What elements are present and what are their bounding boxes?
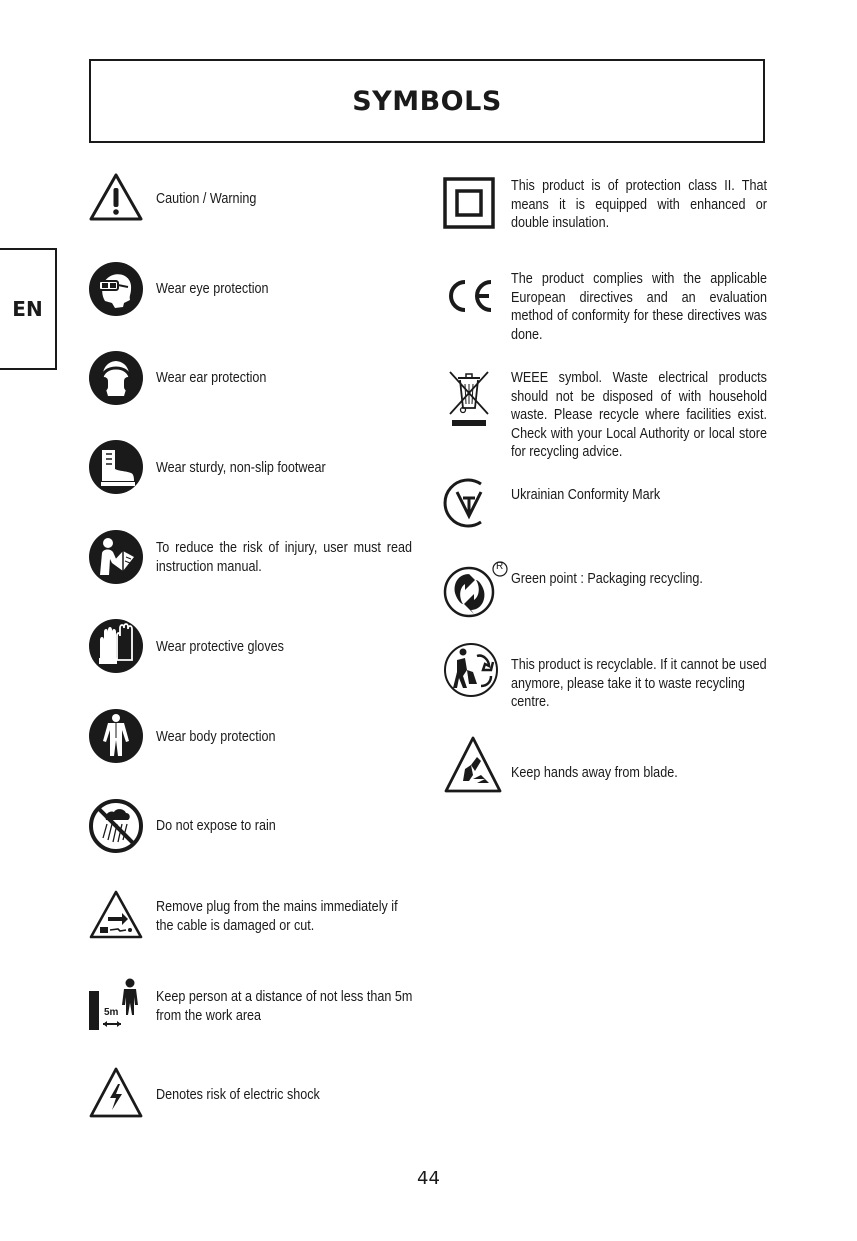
symbol-text: Do not expose to rain bbox=[156, 817, 276, 834]
weee-icon bbox=[446, 368, 492, 430]
symbol-text: This product is recyclable. If it cannot be used anymore, please take it to waste recycling centre. bbox=[511, 656, 767, 710]
symbol-text: The product complies with the applicable European directives and an evaluation method of conformity for these directives was done. bbox=[511, 270, 767, 343]
recyclable-icon bbox=[443, 642, 499, 698]
gloves-icon bbox=[88, 618, 144, 674]
electric-shock-icon bbox=[88, 1066, 144, 1120]
symbol-text: Keep hands away from blade. bbox=[511, 764, 678, 781]
symbol-text: Denotes risk of electric shock bbox=[156, 1086, 320, 1103]
distance-label: 5m bbox=[104, 1007, 119, 1018]
no-rain-icon bbox=[88, 798, 144, 854]
title-box bbox=[89, 59, 765, 143]
green-point-icon bbox=[443, 560, 513, 618]
caution-warning-icon bbox=[88, 172, 144, 222]
symbol-text: Green point : Packaging recycling. bbox=[511, 570, 703, 587]
symbol-text: WEEE symbol. Waste electrical products should not be disposed of with household waste. Please recycle where facilities exist. Check with your Local Authority or local store for recycling advice. bbox=[511, 369, 767, 460]
symbol-text: Keep person at a distance of not less than 5m from the work area bbox=[156, 988, 413, 1024]
symbol-text: Wear protective gloves bbox=[156, 638, 284, 655]
symbol-text: Remove plug from the mains immediately if the cable is damaged or cut. bbox=[156, 898, 398, 934]
ce-mark-icon bbox=[443, 278, 495, 314]
keep-distance-icon bbox=[88, 977, 144, 1033]
class-ii-icon bbox=[443, 177, 495, 229]
footwear-icon bbox=[88, 439, 144, 495]
read-manual-icon bbox=[88, 529, 144, 585]
page-title: SYMBOLS bbox=[352, 85, 502, 117]
symbol-text: Wear eye protection bbox=[156, 280, 269, 297]
symbol-text: This product is of protection class II. That means it is equipped with enhanced or double insulation. bbox=[511, 177, 767, 231]
symbol-text: Wear sturdy, non-slip footwear bbox=[156, 459, 326, 476]
eye-protection-icon bbox=[88, 261, 144, 317]
body-protection-icon bbox=[88, 708, 144, 764]
remove-plug-icon bbox=[88, 889, 144, 941]
symbol-text: Ukrainian Conformity Mark bbox=[511, 486, 661, 503]
ukrainian-mark-icon bbox=[443, 476, 495, 530]
symbol-text: Wear ear protection bbox=[156, 369, 267, 386]
page-number: 44 bbox=[417, 1168, 440, 1189]
language-code: EN bbox=[12, 297, 43, 321]
blade-warning-icon bbox=[443, 735, 503, 795]
ear-protection-icon bbox=[88, 350, 144, 406]
symbol-text: Caution / Warning bbox=[156, 190, 257, 207]
registered-mark: R bbox=[496, 561, 504, 572]
symbol-text: To reduce the risk of injury, user must read instruction manual. bbox=[156, 539, 412, 575]
language-tab bbox=[0, 248, 57, 370]
symbol-text: Wear body protection bbox=[156, 728, 276, 745]
